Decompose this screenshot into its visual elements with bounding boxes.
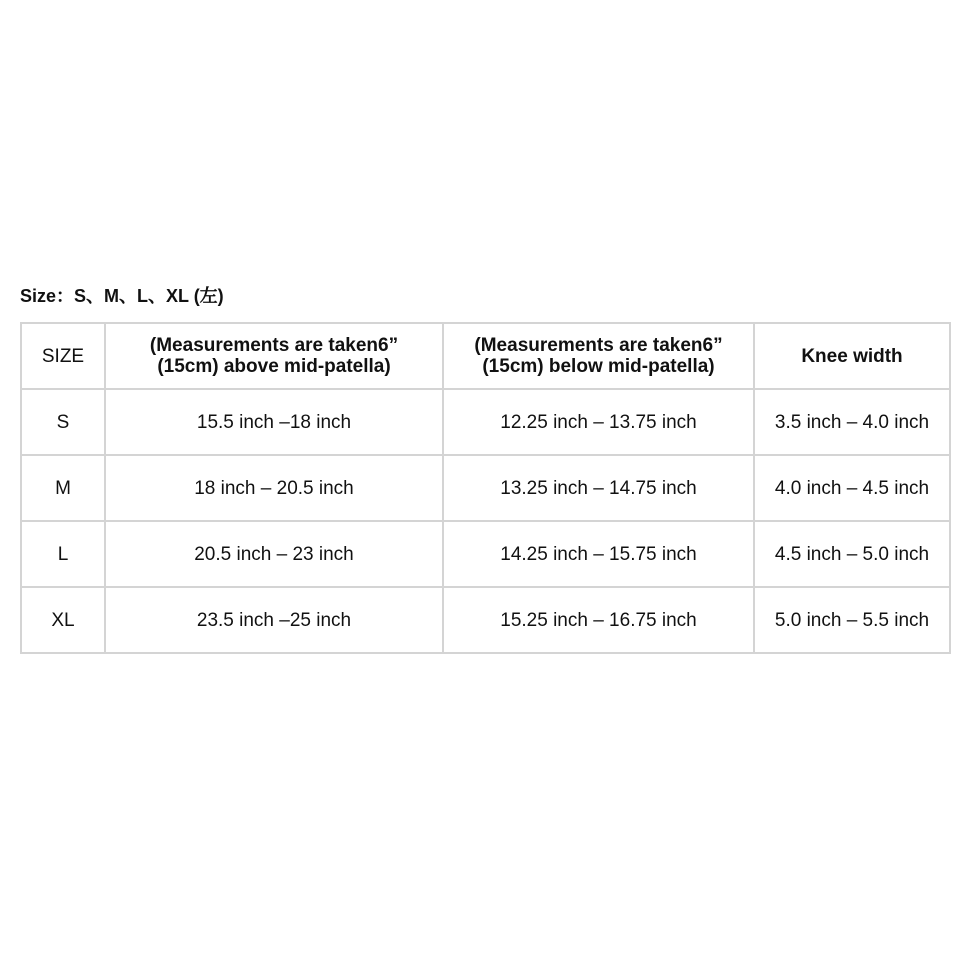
cell-above-patella: 18 inch – 20.5 inch xyxy=(105,455,443,521)
cell-knee-width: 5.0 inch – 5.5 inch xyxy=(754,587,950,653)
header-below-patella xyxy=(443,323,754,389)
cell-above-patella: 20.5 inch – 23 inch xyxy=(105,521,443,587)
cell-size: XL xyxy=(21,587,105,653)
cell-knee-width: 4.5 inch – 5.0 inch xyxy=(754,521,950,587)
header-above-patella xyxy=(105,323,443,389)
table-row-m xyxy=(21,455,950,521)
header-size-label: SIZE xyxy=(41,345,85,367)
header-knee-width-label: Knee width xyxy=(801,345,903,367)
cell-below-patella: 13.25 inch – 14.75 inch xyxy=(443,455,754,521)
size-title: Size：S、M、L、XL (左) xyxy=(20,286,224,306)
table-row-xl xyxy=(21,587,950,653)
table-row-l xyxy=(21,521,950,587)
cell-below-patella: 15.25 inch – 16.75 inch xyxy=(443,587,754,653)
size-chart-table xyxy=(20,322,951,654)
table-header-row xyxy=(21,323,950,389)
table-row-s xyxy=(21,389,950,455)
cell-size: M xyxy=(21,455,105,521)
cell-size: L xyxy=(21,521,105,587)
header-above-patella-label: (Measurements are taken6” (15cm) above mid-patella) xyxy=(149,335,399,377)
cell-above-patella: 23.5 inch –25 inch xyxy=(105,587,443,653)
cell-knee-width: 3.5 inch – 4.0 inch xyxy=(754,389,950,455)
cell-below-patella: 14.25 inch – 15.75 inch xyxy=(443,521,754,587)
header-knee-width xyxy=(754,323,950,389)
header-below-patella-label: (Measurements are taken6” (15cm) below mid-patella) xyxy=(474,335,723,377)
cell-below-patella: 12.25 inch – 13.75 inch xyxy=(443,389,754,455)
cell-above-patella: 15.5 inch –18 inch xyxy=(105,389,443,455)
cell-knee-width: 4.0 inch – 4.5 inch xyxy=(754,455,950,521)
cell-size: S xyxy=(21,389,105,455)
header-size xyxy=(21,323,105,389)
